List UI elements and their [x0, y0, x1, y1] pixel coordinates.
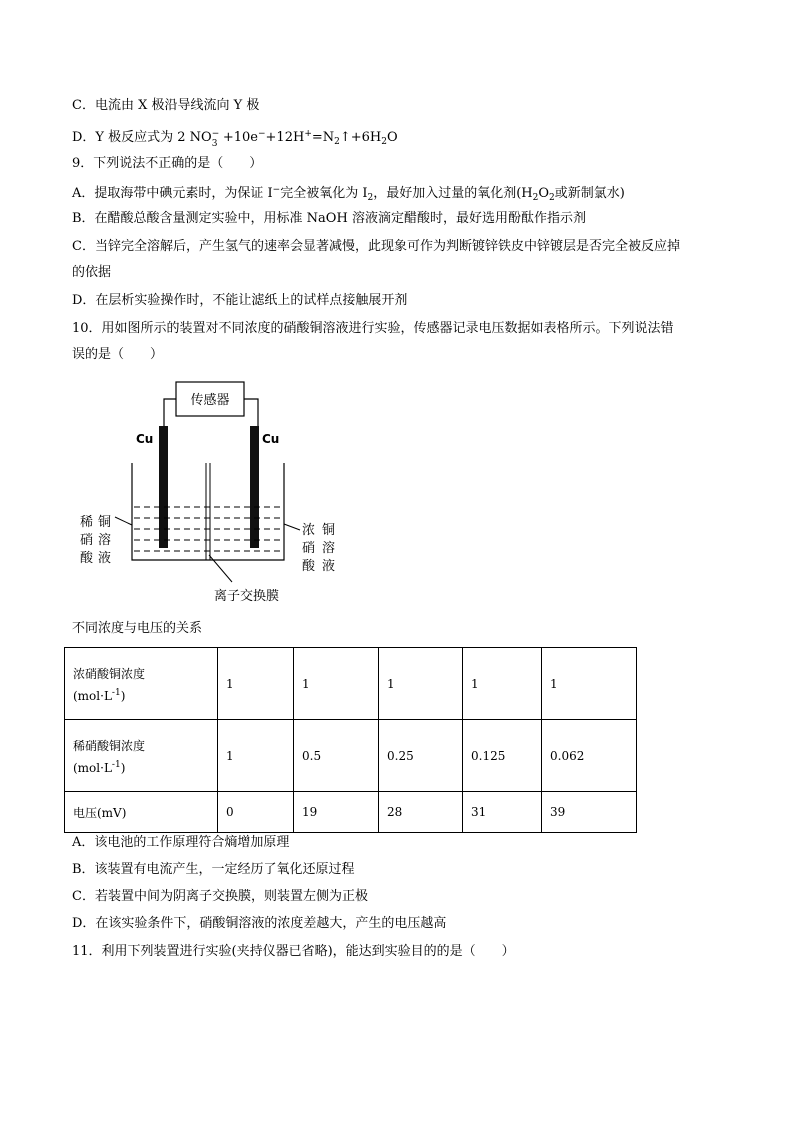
membrane-label: 离子交换膜	[214, 589, 280, 604]
q9-a-sup: −	[272, 185, 281, 195]
right-cu-electrode	[250, 426, 259, 548]
q8-d-text: +10e	[218, 130, 258, 145]
q9-option-b: B．在醋酸总酸含量测定实验中，用标准 NaOH 溶液滴定醋酸时，最好选用酚酞作指示剂	[72, 211, 586, 226]
unit-text: )	[120, 688, 126, 703]
q9-a-text: 或新制氯水)	[554, 186, 625, 201]
table-cell: 1	[218, 648, 294, 720]
table-cell: 1	[294, 648, 379, 720]
right-solution-char: 硝	[302, 541, 316, 556]
table-cell: 1	[542, 648, 637, 720]
right-wire	[244, 399, 258, 426]
q8-d-text: ↑+6H	[339, 130, 382, 145]
row-header: 电压(mV)	[65, 792, 218, 833]
row-header-label: 浓硝酸铜浓度	[73, 666, 146, 681]
concentration-voltage-table	[64, 647, 637, 833]
left-solution-char: 酸	[80, 551, 94, 566]
q9-a-sub: 2	[367, 193, 374, 203]
q10-option-b: B．该装置有电流产生，一定经历了氧化还原过程	[72, 862, 355, 877]
q8-d-text: +12H	[265, 130, 305, 145]
q9-a-text: A．提取海带中碘元素时，为保证 I	[72, 186, 273, 201]
q9-option-c-cont: 的依据	[72, 265, 112, 280]
row-header-label: 稀硝酸铜浓度	[73, 738, 146, 753]
container	[132, 463, 284, 560]
right-solution-char: 浓	[302, 523, 316, 538]
table-cell: 0.125	[463, 720, 542, 792]
table-cell: 0.062	[542, 720, 637, 792]
table-cell: 0.5	[294, 720, 379, 792]
left-solution-char: 稀	[80, 515, 94, 530]
q10-option-a: A．该电池的工作原理符合熵增加原理	[72, 835, 290, 850]
left-cu-electrode	[159, 426, 168, 548]
table-cell: 1	[463, 648, 542, 720]
left-solution-char: 溶	[98, 533, 112, 548]
unit-sup: -1	[111, 759, 121, 770]
q9-option-c: C．当锌完全溶解后，产生氢气的速率会显著减慢，此现象可作为判断镀锌铁皮中锌镀层是否完全被反应掉	[72, 239, 680, 254]
q9-a-sub: 2	[532, 193, 539, 203]
unit-text: )	[120, 760, 126, 775]
q9-option-d: D．在层析实验操作时，不能让滤纸上的试样点接触展开剂	[72, 293, 408, 308]
q8-d-text: O	[387, 130, 398, 145]
q8-d-sup: −	[211, 129, 220, 139]
row-header-unit	[73, 760, 209, 775]
q10-stem-cont: 误的是（ ）	[72, 347, 164, 362]
solution-level	[134, 507, 282, 551]
q9-a-text: O	[538, 186, 550, 201]
table-cell: 39	[542, 792, 637, 833]
table-cell: 0	[218, 792, 294, 833]
table-cell: 28	[379, 792, 463, 833]
q9-a-text: 完全被氧化为 I	[280, 186, 368, 201]
right-electrode-label: Cu	[262, 432, 280, 446]
q11-stem: 11．利用下列装置进行实验(夹持仪器已省略)，能达到实验目的的是（ ）	[72, 944, 515, 959]
q8-d-text: D．Y 极反应式为 2 NO	[72, 130, 212, 145]
q10-stem: 10．用如图所示的装置对不同浓度的硝酸铜溶液进行实验，传感器记录电压数据如表格所示。下列说法错	[72, 321, 674, 336]
q9-a-sub: 2	[549, 193, 555, 203]
table-caption: 不同浓度与电压的关系	[72, 621, 203, 636]
q8-d-sub: 2	[334, 137, 340, 147]
right-solution-label	[302, 522, 335, 574]
right-solution-char: 溶	[322, 541, 336, 556]
left-solution-char: 液	[98, 551, 112, 566]
table-row	[65, 720, 637, 792]
table-row	[65, 792, 637, 833]
q8-d-text: =N	[311, 130, 335, 145]
right-solution-char: 铜	[322, 523, 336, 538]
table-row	[65, 648, 637, 720]
row-header	[65, 648, 218, 720]
q10-option-d: D．在该实验条件下，硝酸铜溶液的浓度差越大，产生的电压越高	[72, 916, 447, 931]
left-electrode-label: Cu	[136, 432, 154, 446]
q8-d-sup: +	[304, 129, 312, 139]
right-solution-char: 酸	[302, 559, 316, 574]
electrochemical-cell-diagram	[72, 370, 372, 610]
q8-d-sup: −	[257, 129, 266, 139]
q9-a-text: ，最好加入过量的氧化剂(H	[373, 186, 533, 201]
unit-text: (mol·L	[73, 760, 112, 775]
left-solution-label	[80, 514, 111, 566]
q9-option-a	[72, 182, 625, 207]
table-cell: 1	[218, 720, 294, 792]
left-wire	[164, 399, 176, 426]
table-cell: 19	[294, 792, 379, 833]
q8-option-c: C．电流由 X 极沿导线流向 Y 极	[72, 98, 260, 113]
q9-stem: 9．下列说法不正确的是（ ）	[72, 156, 263, 171]
table-cell: 0.25	[379, 720, 463, 792]
left-solution-char: 铜	[98, 515, 112, 530]
sensor-label: 传感器	[190, 393, 230, 408]
right-solution-char: 液	[322, 559, 336, 574]
row-header	[65, 720, 218, 792]
unit-text: (mol·L	[73, 688, 112, 703]
membrane-pointer	[209, 555, 232, 582]
table-cell: 31	[463, 792, 542, 833]
row-header-unit	[73, 688, 209, 703]
q8-d-sub: 3	[211, 139, 218, 149]
left-pointer	[115, 517, 132, 525]
left-solution-char: 硝	[80, 533, 94, 548]
table-cell: 1	[379, 648, 463, 720]
right-pointer	[284, 524, 300, 530]
unit-sup: -1	[111, 687, 121, 698]
q10-option-c: C．若装置中间为阴离子交换膜，则装置左侧为正极	[72, 889, 368, 904]
q8-option-d	[72, 126, 398, 151]
q8-d-sub: 2	[381, 137, 388, 147]
